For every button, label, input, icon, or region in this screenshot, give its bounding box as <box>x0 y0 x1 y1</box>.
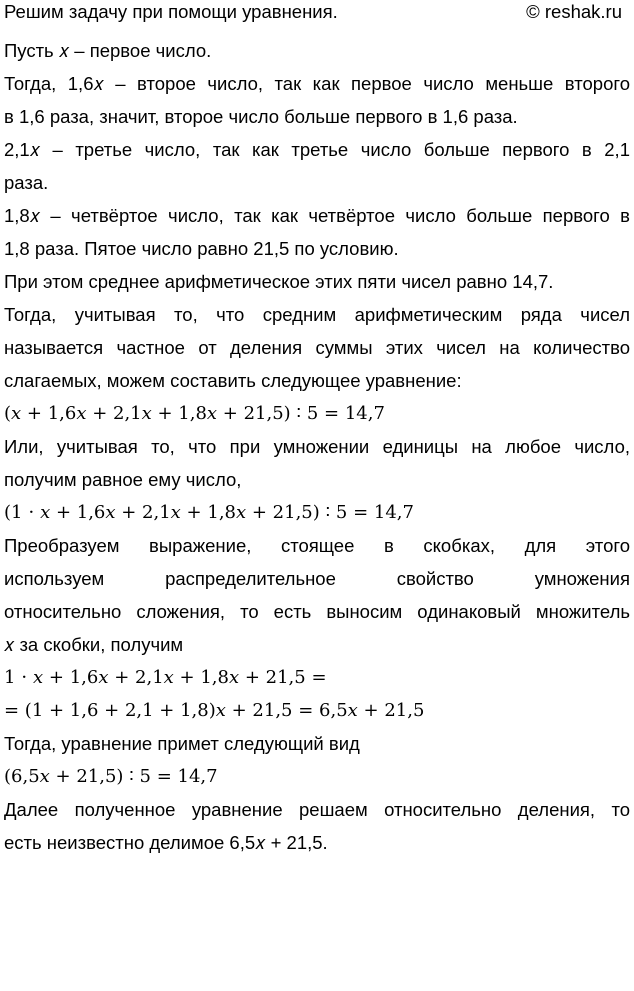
text-line: 1,8𝑥 – четвёртое число, так как четвёртое число больше первого в <box>4 205 630 226</box>
text-line: Тогда, уравнение примет следующий вид <box>4 733 360 754</box>
text-line: относительно сложения, то есть выносим одинаковый множитель <box>4 601 630 622</box>
text-line: слагаемых, можем составить следующее уравнение: <box>4 370 462 391</box>
equation-line: = (1 + 1,6 + 2,1 + 1,8)𝑥 + 21,5 = 6,5𝑥 + 21,5 <box>4 700 425 721</box>
text-line: 2,1𝑥 – третье число, так как третье число больше первого в 2,1 <box>4 139 630 160</box>
text-line: 1,8 раза. Пятое число равно 21,5 по условию. <box>4 238 399 259</box>
solution-text <box>4 34 630 859</box>
document-title: Решим задачу при помощи уравнения. <box>4 1 338 22</box>
text-line: в 1,6 раза, значит, второе число больше первого в 1,6 раза. <box>4 106 518 127</box>
text-line: Или, учитывая то, что при умножении единицы на любое число, <box>4 436 630 457</box>
text-line: Далее полученное уравнение решаем относительно деления, то <box>4 799 630 820</box>
text-line: есть неизвестно делимое 6,5𝑥 + 21,5. <box>4 832 328 853</box>
equation-line: (1 ⋅ 𝑥 + 1,6𝑥 + 2,1𝑥 + 1,8𝑥 + 21,5) ∶ 5 = 14,7 <box>4 502 414 523</box>
text-line: 𝑥 за скобки, получим <box>4 634 184 655</box>
text-line: получим равное ему число, <box>4 469 242 490</box>
text-line: называется частное от деления суммы этих чисел на количество <box>4 337 630 358</box>
equation-line: 1 ⋅ 𝑥 + 1,6𝑥 + 2,1𝑥 + 1,8𝑥 + 21,5 = <box>4 667 327 688</box>
text-line: При этом среднее арифметическое этих пяти чисел равно 14,7. <box>4 271 554 292</box>
text-line: раза. <box>4 172 49 193</box>
site-watermark: © reshak.ru <box>526 1 622 22</box>
equation-line: (6,5𝑥 + 21,5) ∶ 5 = 14,7 <box>4 766 218 787</box>
text-line: Преобразуем выражение, стоящее в скобках, для этого <box>4 535 630 556</box>
text-line: Пусть 𝑥 – первое число. <box>4 40 212 61</box>
text-line: используем распределительное свойство умножения <box>4 568 630 589</box>
text-line: Тогда, учитывая то, что средним арифметическим ряда чисел <box>4 304 630 325</box>
page-header <box>4 0 630 26</box>
text-line: Тогда, 1,6𝑥 – второе число, так как первое число меньше второго <box>4 73 630 94</box>
equation-line: (𝑥 + 1,6𝑥 + 2,1𝑥 + 1,8𝑥 + 21,5) ∶ 5 = 14,7 <box>4 403 385 424</box>
